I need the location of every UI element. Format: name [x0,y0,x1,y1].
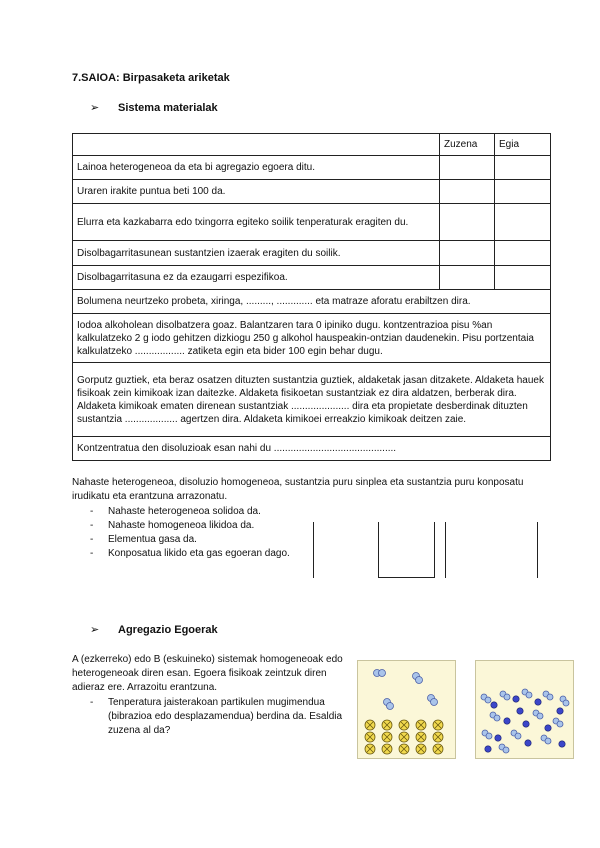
list-item: - Nahaste heterogeneoa solidoa da. [72,505,317,519]
zuzena-answer-cell[interactable] [440,180,495,204]
true-false-table [72,133,551,461]
list-item: - Nahaste homogeneoa likidoa da. [72,519,317,533]
table-row [73,266,551,290]
states-list [72,696,350,738]
table-row-fill-in [73,437,551,461]
list-item: - Elementua gasa da. [72,533,317,547]
statement-cell: Disolbagarritasunean sustantzien izaerak eragiten du soilik. [73,241,440,266]
egia-answer-cell[interactable] [495,156,551,180]
table-header-blank [73,134,440,156]
subheading-label: Sistema materialak [118,101,218,114]
table-row-fill-in [73,314,551,363]
statement-cell: Uraren irakite puntua beti 100 da. [73,180,440,204]
zuzena-answer-cell[interactable] [440,156,495,180]
header-zuzena: Zuzena [440,134,495,156]
fill-in-statement-cell[interactable]: Gorputz guztiek, eta beraz osatzen dituzten sustantzia guztiek, aldaketak jasan ditzakete. Aldaketa hauek fisikoak zein kimikoak izan daitezke. Aldaketa fisikoetan sustantziak ez dira aldatzen, berberak dira. Aldaketa kimikoak ematen direnean sustantziak ..................... dira eta propietate desberdinak dituzten sustantzia ................... agertzen dira. Aldaketa kimikoei erreakzio kimikoak deitzen zaie. [73,363,551,437]
drawing-box-3[interactable] [445,522,491,578]
table-row [73,180,551,204]
zuzena-answer-cell[interactable] [440,266,495,290]
drawing-box-2[interactable] [378,522,435,578]
table-row-fill-in [73,290,551,314]
fill-in-statement-cell[interactable]: Bolumena neurtzeko probeta, xiringa, ........., ............. eta matraze aforatu erabiltzen dira. [73,290,551,314]
subheading-agregazio-egoerak [72,623,218,636]
table-row-fill-in [73,363,551,437]
drawing-box-4[interactable] [500,522,538,578]
system-b-panel [475,660,574,759]
arrow-bullet-icon: ➢ [90,624,100,636]
table-row [73,156,551,180]
zuzena-answer-cell[interactable] [440,241,495,266]
table-row [73,241,551,266]
statement-cell: Disolbagarritasuna ez da ezaugarri espezifikoa. [73,266,440,290]
mixtures-list [72,505,317,561]
arrow-bullet-icon: ➢ [90,102,100,114]
fill-in-statement-cell[interactable]: Iodoa alkoholean disolbatzera goaz. Balantzaren tara 0 ipiniko dugu. kontzentrazioa pisu %an kalkulatzeko 2 g iodo gehitzen dizkiogu 250 g alkohol hauspeakin-ontzian daudenekin. Pisu portzentaia kalkulatzeko .................. zatiketa egin eta bider 100 egin behar dugu. [73,314,551,363]
egia-answer-cell[interactable] [495,204,551,241]
subheading-label: Agregazio Egoerak [118,623,218,636]
statement-cell: Lainoa heterogeneoa da eta bi agregazio egoera ditu. [73,156,440,180]
egia-answer-cell[interactable] [495,241,551,266]
mixtures-intro: Nahaste heterogeneoa, disoluzio homogeneoa, sustantzia puru sinplea eta sustantzia puru konposatu irudikatu eta erantzuna arrazonatu. [72,477,524,502]
section-title: 7.SAIOA: Birpasaketa ariketak [72,72,230,84]
system-a-particles [358,661,455,758]
drawing-box-1[interactable] [313,522,366,578]
list-item: - Konposatua likido eta gas egoeran dago. [72,547,317,561]
egia-answer-cell[interactable] [495,180,551,204]
egia-answer-cell[interactable] [495,266,551,290]
states-intro: A (ezkerreko) edo B (eskuineko) sistemak homogeneoak edo heterogeneoak diren esan. Egoera fisikoak zeintzuk diren adieraz ere. Arrazoitu erantzuna. [72,654,343,693]
subheading-sistema-materialak [72,101,218,114]
table-row [73,204,551,241]
list-item: - Tenperatura jaisterakoan partikulen mugimendua (bibrazioa edo desplazamendua) berdina da. Esaldia zuzena al da? [72,696,350,738]
system-b-particles [476,661,573,758]
table-header-row [73,134,551,156]
zuzena-answer-cell[interactable] [440,204,495,241]
system-a-panel [357,660,456,759]
fill-in-statement-cell[interactable]: Kontzentratua den disoluzioak esan nahi du ............................................ [73,437,551,461]
header-egia: Egia [495,134,551,156]
statement-cell: Elurra eta kazkabarra edo txingorra egiteko soilik tenperaturak eragiten du. [73,204,440,241]
solid-particle-grid [365,720,443,754]
